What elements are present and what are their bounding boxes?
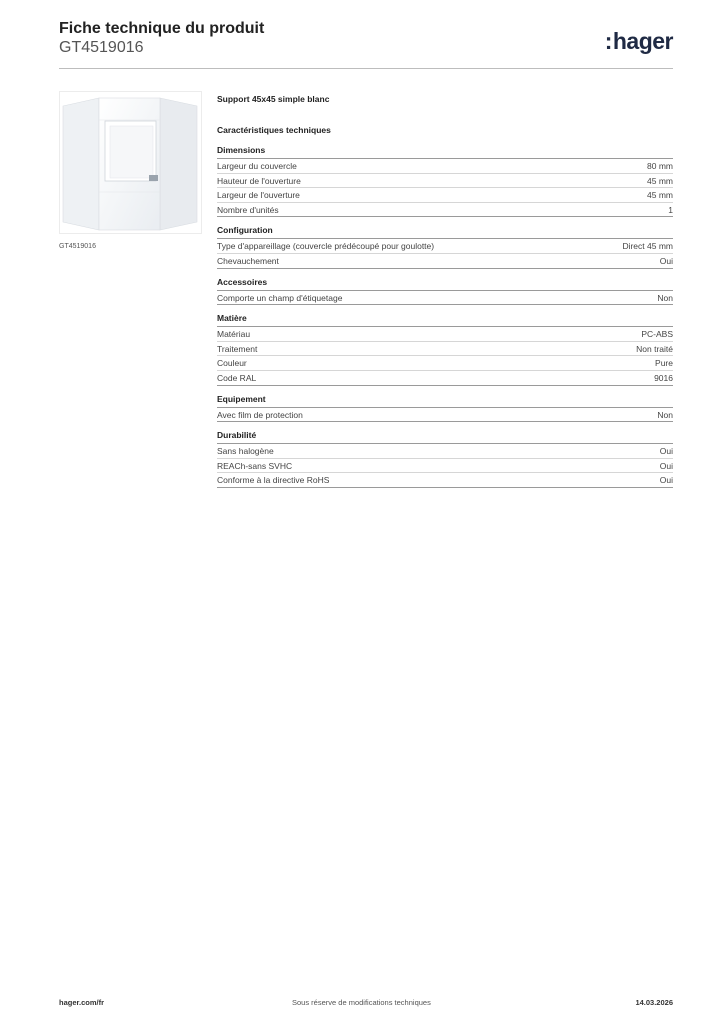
spec-value: Pure [655,358,673,369]
spec-row [217,327,673,342]
spec-section [217,430,673,488]
spec-value: Oui [659,255,673,266]
spec-label: Code RAL [217,372,257,383]
footer-notice: Sous réserve de modifications techniques [292,998,431,1007]
spec-label: Type d'appareillage (couvercle prédécoupé pour goulotte) [217,241,435,252]
characteristics-heading: Caractéristiques techniques [217,125,331,135]
spec-label: Largeur de l'ouverture [217,190,300,201]
section-title: Configuration [217,225,673,239]
spec-label: Matériau [217,329,251,340]
spec-row [217,174,673,189]
footer-date: 14.03.2026 [635,998,673,1007]
spec-row [217,159,673,174]
spec-row [217,473,673,488]
spec-row [217,459,673,474]
spec-section [217,225,673,268]
spec-label: REACh-sans SVHC [217,460,293,471]
spec-label: Sans halogène [217,446,274,457]
spec-row [217,408,673,423]
spec-sections [217,145,673,488]
spec-section [217,394,673,423]
spec-label: Couleur [217,358,247,369]
logo-colon: : [604,28,612,54]
spec-value: 45 mm [647,190,673,201]
spec-label: Avec film de protection [217,409,303,420]
spec-label: Comporte un champ d'étiquetage [217,292,343,303]
page-title: Fiche technique du produit [59,20,265,37]
spec-value: Oui [659,460,673,471]
spec-value: Direct 45 mm [622,241,673,252]
spec-label: Hauteur de l'ouverture [217,175,301,186]
spec-row [217,188,673,203]
spec-value: Oui [659,475,673,486]
page-header [59,20,673,69]
spec-content [217,94,673,496]
section-title: Accessoires [217,277,673,291]
spec-row [217,254,673,269]
spec-section [217,145,673,217]
hager-logo [605,28,673,55]
spec-row [217,371,673,386]
section-title: Dimensions [217,145,673,159]
spec-label: Traitement [217,343,258,354]
spec-value: 80 mm [647,161,673,171]
spec-value: PC-ABS [641,329,673,340]
spec-value: Non [657,292,673,303]
image-caption: GT4519016 [59,243,96,250]
product-image [59,91,202,234]
spec-row [217,444,673,459]
spec-label: Chevauchement [217,255,279,266]
spec-label: Largeur du couvercle [217,161,297,171]
spec-row [217,239,673,254]
spec-value: 45 mm [647,175,673,186]
spec-label: Nombre d'unités [217,204,279,215]
spec-row [217,203,673,218]
product-frame-illustration [60,92,201,233]
spec-section [217,277,673,306]
logo-text: hager [612,28,673,54]
product-name: Support 45x45 simple blanc [217,94,330,104]
spec-value: Non traité [636,343,673,354]
spec-label: Conforme à la directive RoHS [217,475,330,486]
spec-value: 1 [668,204,673,215]
spec-row [217,356,673,371]
spec-row [217,291,673,306]
product-code: GT4519016 [59,39,144,56]
spec-value: Oui [659,446,673,457]
section-title: Matière [217,313,673,327]
section-title: Equipement [217,394,673,408]
footer-website[interactable]: hager.com/fr [59,998,105,1007]
spec-section [217,313,673,385]
spec-row [217,342,673,357]
spec-value: 9016 [654,372,673,383]
spec-value: Non [657,409,673,420]
section-title: Durabilité [217,430,673,444]
